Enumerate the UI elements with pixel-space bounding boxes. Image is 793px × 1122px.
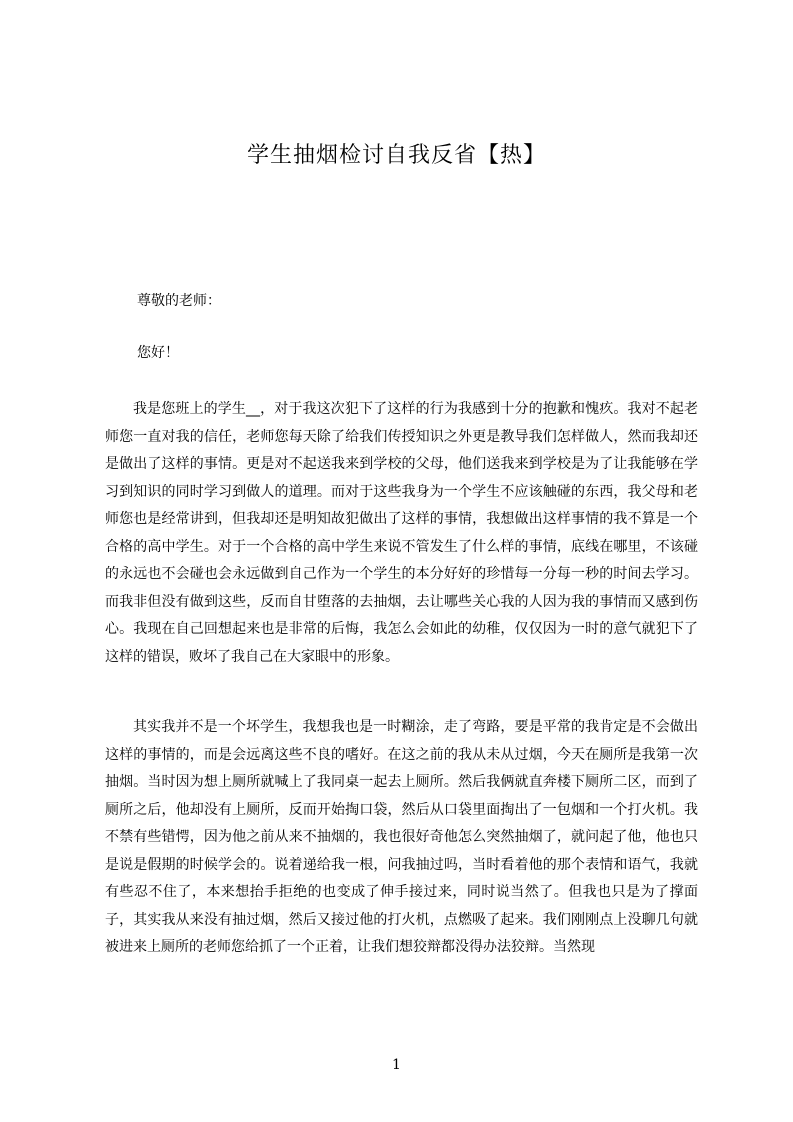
body-paragraph-1: 我是您班上的学生__，对于我这次犯下了这样的行为我感到十分的抱歉和愧疚。我对不起老师您一直对我的信任，老师您每天除了给我们传授知识之外更是教导我们怎样做人，然而我却还是做出了这样的事情。更是对不起送我来到学校的父母，他们送我来到学校是为了让我能够在学习到知识的同时学习到做人的道理。而对于这些我身为一个学生不应该触碰的东西，我父母和老师您也是经常讲到，但我却还是明知故犯做出了这样的事情，我想做出这样事情的我不算是一个合格的高中学生。对于一个合格的高中学生来说不管发生了什么样的事情，底线在哪里，不该碰的永远也不会碰也会永远做到自己作为一个学生的本分好好的珍惜每一分每一秒的时间去学习。而我非但没有做到这些，反而自甘堕落的去抽烟，去让哪些关心我的人因为我的事情而又感到伤心。我现在自己回想起来也是非常的后悔，我怎么会如此的幼稚，仅仅因为一时的意气就犯下了这样的错误，败坏了我自己在大家眼中的形象。: [105, 401, 698, 665]
greeting: 您好！: [137, 345, 179, 361]
salutation: 尊敬的老师：: [137, 293, 221, 309]
page-number: 1: [392, 1057, 401, 1073]
document-title: 学生抽烟检讨自我反省【热】: [246, 143, 546, 168]
body-paragraph-2: 其实我并不是一个坏学生，我想我也是一时糊涂，走了弯路，要是平常的我肯定是不会做出这样的事情的，而是会远离这些不良的嗜好。在这之前的我从未从过烟，今天在厕所是我第一次抽烟。当时因为想上厕所就喊上了我同桌一起去上厕所。然后我俩就直奔楼下厕所二区，而到了厕所之后，他却没有上厕所，反而开始掏口袋，然后从口袋里面掏出了一包烟和一个打火机。我不禁有些错愕，因为他之前从来不抽烟的，我也很好奇他怎么突然抽烟了，就问起了他，他也只是说是假期的时候学会的。说着递给我一根，问我抽过吗，当时看着他的那个表情和语气，我就有些忍不住了，本来想抬手拒绝的也变成了伸手接过来，同时说当然了。但我也只是为了撑面子，其实我从来没有抽过烟，然后又接过他的打火机，点燃吸了起来。我们刚刚点上没聊几句就被进来上厕所的老师您给抓了一个正着，让我们想狡辩都没得办法狡辩。当然现: [105, 719, 698, 955]
